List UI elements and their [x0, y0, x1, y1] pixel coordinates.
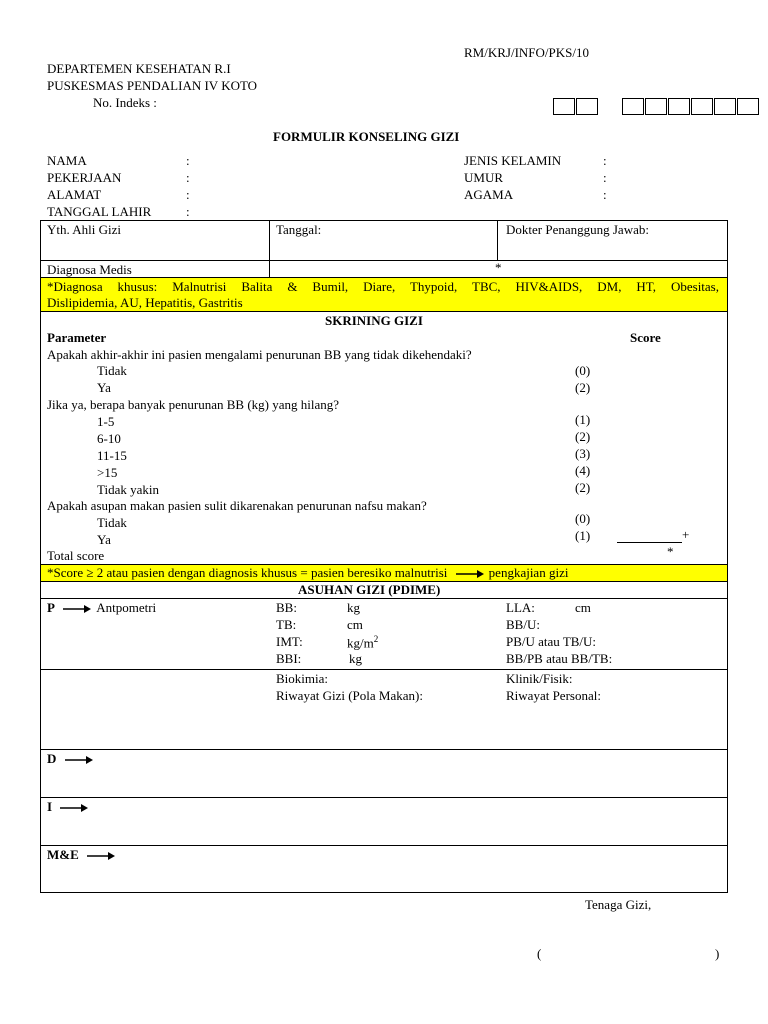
- lla-label: LLA:: [506, 600, 535, 615]
- q2-option-label: Tidak yakin: [97, 482, 159, 497]
- index-box[interactable]: [622, 98, 644, 115]
- q3-option-label: Ya: [97, 532, 111, 547]
- index-box[interactable]: [737, 98, 759, 115]
- arrow-right-icon: [86, 851, 116, 861]
- q2-option-label: 6-10: [97, 431, 121, 446]
- label-jenis-kelamin: JENIS KELAMIN: [464, 153, 562, 168]
- bbpb-label: BB/PB atau BB/TB:: [506, 651, 613, 666]
- d-row-label: [47, 751, 98, 767]
- colon: :: [186, 170, 190, 185]
- colon: :: [603, 170, 607, 185]
- colon: :: [186, 187, 190, 202]
- index-box[interactable]: [645, 98, 667, 115]
- table-border-top: [40, 220, 728, 221]
- me-row-label: [47, 847, 120, 863]
- label-pekerjaan: PEKERJAAN: [47, 170, 122, 185]
- antropometri-label: Antpometri: [96, 600, 157, 615]
- label-tanggal-lahir: TANGGAL LAHIR: [47, 204, 152, 219]
- table-border-right: [727, 220, 728, 893]
- question-1: Apakah akhir-akhir ini pasien mengalami penurunan BB yang tidak dikehendaki?: [47, 347, 472, 362]
- riwayat-gizi-label: Riwayat Gizi (Pola Makan):: [276, 688, 423, 703]
- signature-close-paren: ): [715, 946, 720, 961]
- bb-unit: kg: [347, 600, 360, 615]
- q2-option-score: (4): [575, 463, 591, 478]
- row-divider: [40, 598, 728, 599]
- table-border-bottom: [40, 892, 728, 893]
- label-alamat: ALAMAT: [47, 187, 102, 202]
- col-divider: [269, 220, 270, 277]
- klinik-label: Klinik/Fisik:: [506, 671, 573, 686]
- index-label: No. Indeks :: [93, 95, 157, 110]
- i-letter: I: [47, 799, 53, 814]
- dokter-label: Dokter Penanggung Jawab:: [506, 222, 649, 237]
- q1-option-score: (2): [575, 380, 591, 395]
- parameter-header: Parameter: [47, 330, 107, 345]
- diagnosa-medis-label: Diagnosa Medis: [47, 262, 132, 277]
- question-3: Apakah asupan makan pasien sulit dikarenakan penurunan nafsu makan?: [47, 498, 427, 513]
- lla-unit: cm: [575, 600, 591, 615]
- imt-unit-sup: 2: [373, 634, 379, 644]
- q2-option-score: (3): [575, 446, 591, 461]
- form-code: RM/KRJ/INFO/PKS/10: [464, 45, 589, 60]
- question-2: Jika ya, berapa banyak penurunan BB (kg) yang hilang?: [47, 397, 340, 412]
- q2-option-score: (1): [575, 412, 591, 427]
- biokimia-label: Biokimia:: [276, 671, 328, 686]
- index-box[interactable]: [576, 98, 598, 115]
- total-score-label: Total score: [47, 548, 105, 563]
- bbi-label: BBI:: [276, 651, 302, 666]
- imt-unit-text: kg/m: [347, 635, 374, 651]
- q2-option-label: 1-5: [97, 414, 115, 429]
- score-note-action: pengkajian gizi: [488, 565, 569, 580]
- diagnosa-khusus-line1: *Diagnosa khusus: Malnutrisi Balita & Bumil, Diare, Thypoid, TBC, HIV&AIDS, DM, HT, Obesitas,: [47, 279, 719, 294]
- signature-open-paren: (: [537, 946, 542, 961]
- tb-unit: cm: [347, 617, 363, 632]
- tenaga-gizi-label: Tenaga Gizi,: [585, 897, 652, 912]
- index-box[interactable]: [553, 98, 575, 115]
- puskesmas-name: PUSKESMAS PENDALIAN IV KOTO: [47, 78, 258, 93]
- q3-option-score: (0): [575, 511, 591, 526]
- score-header: Score: [630, 330, 661, 345]
- index-box[interactable]: [714, 98, 736, 115]
- index-box[interactable]: [668, 98, 690, 115]
- plus-sign: +: [682, 527, 690, 542]
- table-border-left: [40, 220, 41, 893]
- asterisk: *: [667, 544, 674, 559]
- tb-label: TB:: [276, 617, 297, 632]
- tanggal-label: Tanggal:: [276, 222, 322, 237]
- score-note: [47, 565, 568, 581]
- skrining-title: SKRINING GIZI: [325, 313, 423, 328]
- imt-label: IMT:: [276, 634, 303, 649]
- department-name: DEPARTEMEN KESEHATAN R.I: [47, 61, 231, 76]
- q2-option-score: (2): [575, 429, 591, 444]
- row-divider: [40, 260, 728, 261]
- colon: :: [603, 153, 607, 168]
- row-divider: [40, 797, 728, 798]
- row-divider: [40, 749, 728, 750]
- col-divider: [497, 220, 498, 260]
- row-divider: [40, 311, 728, 312]
- asuhan-title: ASUHAN GIZI (PDIME): [298, 582, 441, 597]
- sum-underline: [617, 542, 682, 543]
- colon: :: [603, 187, 607, 202]
- row-divider: [40, 845, 728, 846]
- pbu-label: PB/U atau TB/U:: [506, 634, 597, 649]
- p-row-label: [47, 600, 156, 616]
- label-agama: AGAMA: [464, 187, 514, 202]
- arrow-right-icon: [59, 803, 89, 813]
- q3-option-label: Tidak: [97, 515, 127, 530]
- colon: :: [186, 153, 190, 168]
- p-letter: P: [47, 600, 55, 615]
- diagnosa-khusus-line2: Dislipidemia, AU, Hepatitis, Gastritis: [47, 295, 243, 310]
- bbu-label: BB/U:: [506, 617, 540, 632]
- label-umur: UMUR: [464, 170, 504, 185]
- me-letter: M&E: [47, 847, 79, 862]
- arrow-right-icon: [455, 569, 485, 579]
- arrow-right-icon: [62, 604, 92, 614]
- bb-label: BB:: [276, 600, 297, 615]
- ahli-gizi-label: Yth. Ahli Gizi: [47, 222, 122, 237]
- q1-option-label: Ya: [97, 380, 111, 395]
- q2-option-score: (2): [575, 480, 591, 495]
- form-title: FORMULIR KONSELING GIZI: [273, 129, 460, 144]
- q3-option-score: (1): [575, 528, 591, 543]
- colon: :: [186, 204, 190, 219]
- score-note-text: *Score ≥ 2 atau pasien dengan diagnosis khusus = pasien beresiko malnutrisi: [47, 565, 448, 580]
- arrow-right-icon: [64, 755, 94, 765]
- index-box[interactable]: [691, 98, 713, 115]
- asterisk: *: [495, 260, 502, 275]
- bbi-unit: kg: [349, 651, 362, 666]
- riwayat-personal-label: Riwayat Personal:: [506, 688, 601, 703]
- q2-option-label: 11-15: [97, 448, 127, 463]
- q1-option-label: Tidak: [97, 363, 127, 378]
- i-row-label: [47, 799, 93, 815]
- label-nama: NAMA: [47, 153, 87, 168]
- row-divider: [40, 669, 728, 670]
- d-letter: D: [47, 751, 57, 766]
- q2-option-label: >15: [97, 465, 118, 480]
- imt-unit: [347, 634, 378, 652]
- q1-option-score: (0): [575, 363, 591, 378]
